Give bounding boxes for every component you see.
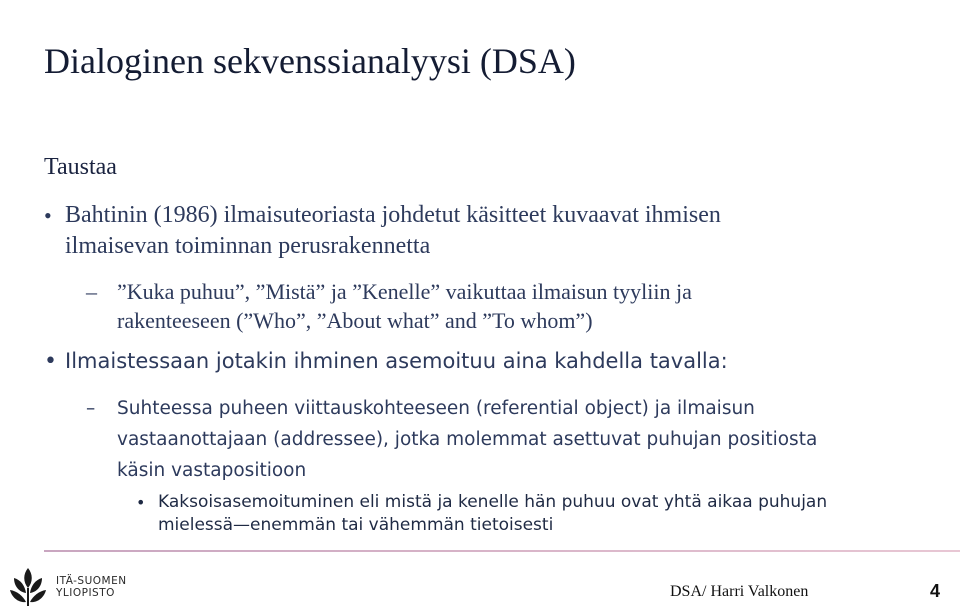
- bullet-marker: •: [44, 203, 52, 228]
- footer-accent-bar: [44, 550, 960, 552]
- sub-bullet-text-line: vastaanottajaan (addressee), jotka molemmat asettuvat puhujan positiosta: [117, 429, 818, 450]
- university-name-line: ITÄ-SUOMEN: [56, 575, 127, 587]
- sub-bullet-text-line: ”Kuka puhuu”, ”Mistä” ja ”Kenelle” vaikuttaa ilmaisun tyyliin ja: [117, 279, 692, 304]
- sub-bullet-item-1: [86, 277, 692, 335]
- bullet-item-1: [44, 200, 721, 262]
- bullet-text-line: Ilmaistessaan jotakin ihminen asemoituu aina kahdella tavalla:: [65, 349, 728, 373]
- section-heading: Taustaa: [44, 154, 117, 180]
- bullet-text-line: Bahtinin (1986) ilmaisuteoriasta johdetut käsitteet kuvaavat ihmisen: [65, 202, 721, 228]
- bullet-marker: •: [136, 493, 146, 512]
- bullet-item-2: [44, 346, 728, 377]
- sub-bullet-text-line: rakenteeseen (”Who”, ”About what” and ”To whom”): [117, 308, 593, 333]
- dash-marker: –: [86, 398, 96, 419]
- footer-label: DSA/ Harri Valkonen: [670, 583, 809, 600]
- sub-bullet-item-2: [86, 393, 817, 486]
- university-name: [56, 575, 127, 599]
- sub-sub-bullet-text-line: Kaksoisasemoituminen eli mistä ja kenelle hän puhuu ovat yhtä aikaa puhujan: [158, 492, 828, 512]
- sub-bullet-text-line: Suhteessa puheen viittauskohteeseen (referential object) ja ilmaisun: [117, 398, 755, 419]
- slide-title: Dialoginen sekvenssianalyysi (DSA): [44, 41, 576, 81]
- sub-sub-bullet-text-line: mielessä—enemmän tai vähemmän tietoisesti: [158, 515, 554, 535]
- bullet-marker: •: [44, 349, 57, 374]
- bullet-text-line: ilmaisevan toiminnan perusrakennetta: [65, 233, 431, 259]
- sub-bullet-text-line: käsin vastapositioon: [117, 460, 307, 481]
- page-number: 4: [930, 581, 941, 601]
- dash-marker: –: [86, 279, 97, 304]
- university-name-line: YLIOPISTO: [56, 587, 115, 599]
- sub-sub-bullet-item-1: [136, 491, 827, 537]
